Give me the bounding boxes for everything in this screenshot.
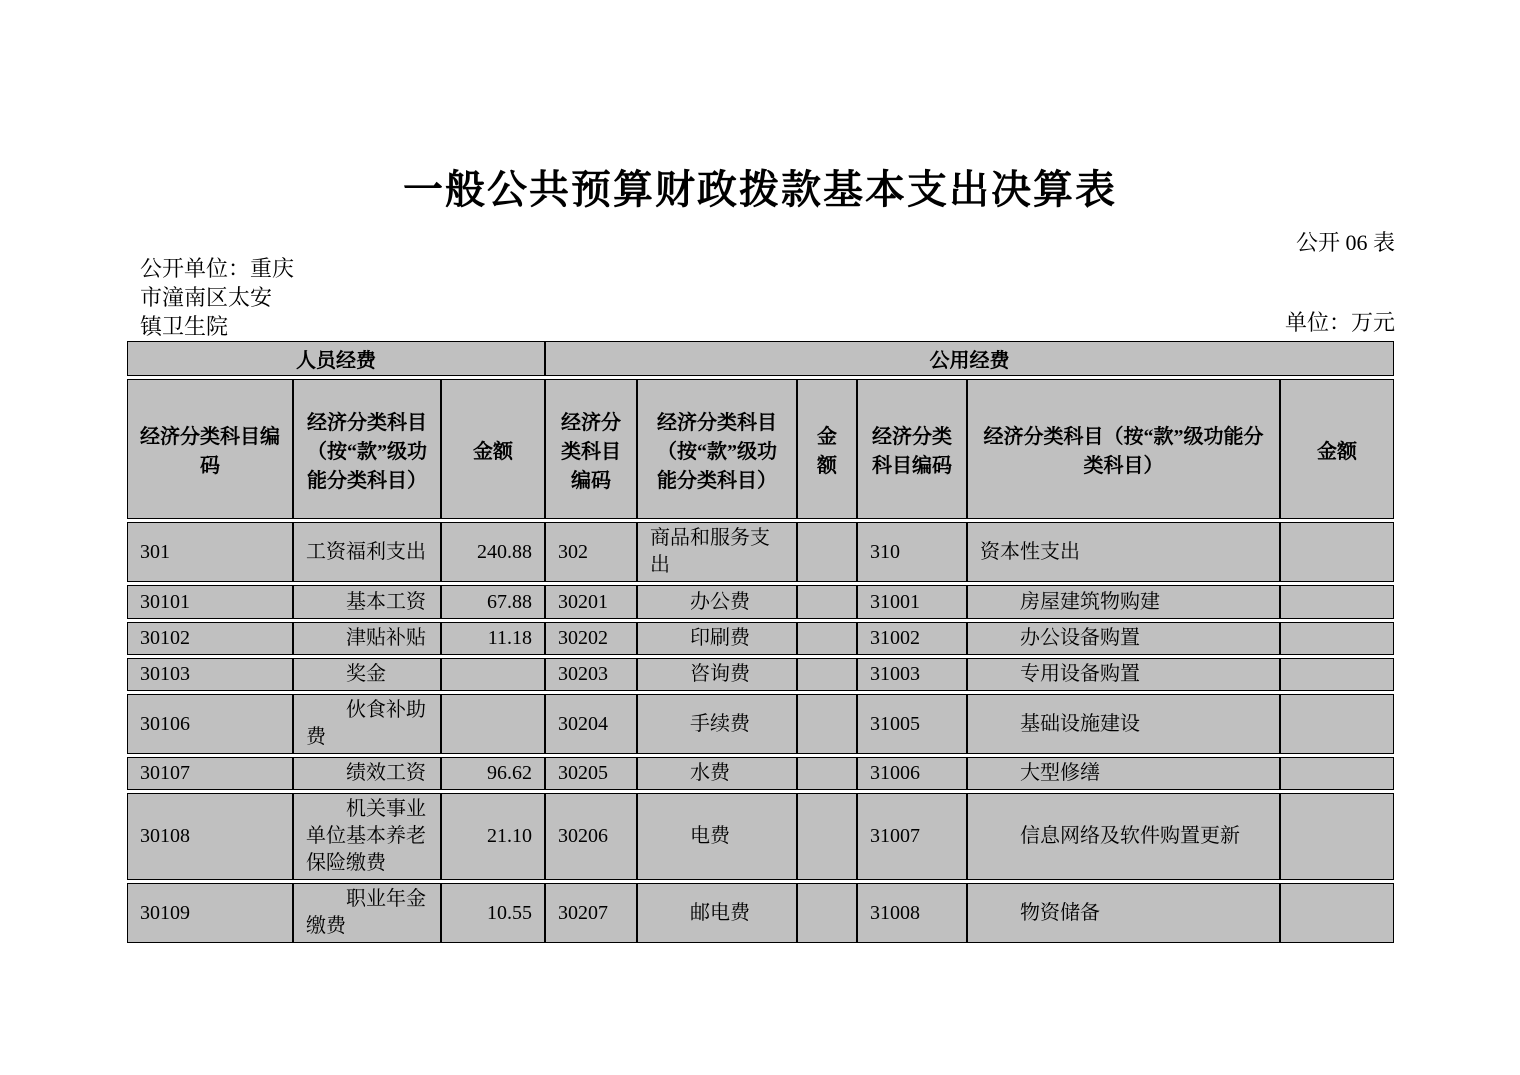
amount-cell: 96.62	[441, 757, 545, 790]
subject-cell: 职业年金缴费	[293, 883, 441, 943]
code-cell: 30103	[127, 658, 293, 691]
col-header-subject-3: 经济分类科目（按“款”级功能分类科目）	[967, 379, 1280, 519]
subject-cell: 伙食补助费	[293, 694, 441, 754]
publisher-line-1: 公开单位：重庆	[140, 256, 295, 281]
col-header-code-1: 经济分类科目编码	[127, 379, 293, 519]
amount-cell	[797, 658, 857, 691]
code-cell: 31008	[857, 883, 967, 943]
subject-cell: 工资福利支出	[293, 522, 441, 582]
code-cell: 30102	[127, 622, 293, 655]
amount-cell	[1280, 522, 1394, 582]
code-cell: 301	[127, 522, 293, 582]
subject-cell: 绩效工资	[293, 757, 441, 790]
table-row	[127, 522, 1394, 582]
subject-cell: 邮电费	[637, 883, 797, 943]
amount-cell	[797, 883, 857, 943]
code-cell: 30203	[545, 658, 637, 691]
subject-cell: 商品和服务支出	[637, 522, 797, 582]
code-cell: 30108	[127, 793, 293, 880]
table-row	[127, 585, 1394, 619]
code-cell: 30106	[127, 694, 293, 754]
amount-cell: 10.55	[441, 883, 545, 943]
amount-cell	[1280, 585, 1394, 619]
code-cell: 31007	[857, 793, 967, 880]
subject-cell: 资本性支出	[967, 522, 1280, 582]
subject-cell: 大型修缮	[967, 757, 1280, 790]
code-cell: 31003	[857, 658, 967, 691]
subject-cell: 房屋建筑物购建	[967, 585, 1280, 619]
publisher-line-2: 市潼南区太安	[140, 285, 273, 310]
amount-cell: 21.10	[441, 793, 545, 880]
subject-cell: 手续费	[637, 694, 797, 754]
page-title: 一般公共预算财政拨款基本支出决算表	[403, 167, 1117, 212]
col-header-amount-1: 金额	[441, 379, 545, 519]
subject-cell: 印刷费	[637, 622, 797, 655]
amount-cell	[1280, 883, 1394, 943]
subject-cell: 电费	[637, 793, 797, 880]
code-cell: 310	[857, 522, 967, 582]
band-header-public: 公用经费	[545, 341, 1394, 376]
subject-cell: 奖金	[293, 658, 441, 691]
table-column-header-row	[127, 379, 1394, 519]
amount-cell	[797, 585, 857, 619]
subject-cell: 基本工资	[293, 585, 441, 619]
amount-cell: 67.88	[441, 585, 545, 619]
table-row	[127, 622, 1394, 655]
code-cell: 30107	[127, 757, 293, 790]
amount-cell	[1280, 694, 1394, 754]
subject-cell: 办公设备购置	[967, 622, 1280, 655]
table-row	[127, 793, 1394, 880]
table-row	[127, 658, 1394, 691]
band-header-personnel: 人员经费	[127, 341, 545, 376]
subject-cell: 信息网络及软件购置更新	[967, 793, 1280, 880]
subject-cell: 水费	[637, 757, 797, 790]
code-cell: 31002	[857, 622, 967, 655]
subject-cell: 咨询费	[637, 658, 797, 691]
subject-cell: 专用设备购置	[967, 658, 1280, 691]
publisher-unit-label	[140, 254, 294, 341]
code-cell: 30205	[545, 757, 637, 790]
col-header-code-2: 经济分类科目编码	[545, 379, 637, 519]
currency-unit-label: 单位：万元	[1284, 310, 1395, 335]
table-row	[127, 757, 1394, 790]
subject-cell: 物资储备	[967, 883, 1280, 943]
col-header-amount-3: 金额	[1280, 379, 1394, 519]
code-cell: 31001	[857, 585, 967, 619]
amount-cell	[797, 757, 857, 790]
code-cell: 30207	[545, 883, 637, 943]
amount-cell	[1280, 793, 1394, 880]
expenditure-table	[127, 338, 1394, 946]
subject-cell: 办公费	[637, 585, 797, 619]
subject-cell: 基础设施建设	[967, 694, 1280, 754]
col-header-subject-1: 经济分类科目（按“款”级功能分类科目）	[293, 379, 441, 519]
code-cell: 30202	[545, 622, 637, 655]
code-cell: 31005	[857, 694, 967, 754]
code-cell: 30206	[545, 793, 637, 880]
table-row	[127, 694, 1394, 754]
amount-cell	[797, 522, 857, 582]
amount-cell: 11.18	[441, 622, 545, 655]
amount-cell	[797, 622, 857, 655]
amount-cell	[1280, 658, 1394, 691]
code-cell: 30109	[127, 883, 293, 943]
amount-cell: 240.88	[441, 522, 545, 582]
col-header-code-3: 经济分类科目编码	[857, 379, 967, 519]
amount-cell	[441, 694, 545, 754]
col-header-amount-2: 金额	[797, 379, 857, 519]
subject-cell: 津贴补贴	[293, 622, 441, 655]
code-cell: 302	[545, 522, 637, 582]
subject-cell: 机关事业单位基本养老保险缴费	[293, 793, 441, 880]
amount-cell	[797, 694, 857, 754]
table-row	[127, 883, 1394, 943]
publisher-line-3: 镇卫生院	[140, 314, 229, 339]
code-cell: 30101	[127, 585, 293, 619]
table-band-header-row	[127, 341, 1394, 376]
amount-cell	[797, 793, 857, 880]
amount-cell	[441, 658, 545, 691]
code-cell: 31006	[857, 757, 967, 790]
form-number-label: 公开 06 表	[1295, 230, 1395, 255]
amount-cell	[1280, 622, 1394, 655]
col-header-subject-2: 经济分类科目（按“款”级功能分类科目）	[637, 379, 797, 519]
code-cell: 30204	[545, 694, 637, 754]
amount-cell	[1280, 757, 1394, 790]
code-cell: 30201	[545, 585, 637, 619]
